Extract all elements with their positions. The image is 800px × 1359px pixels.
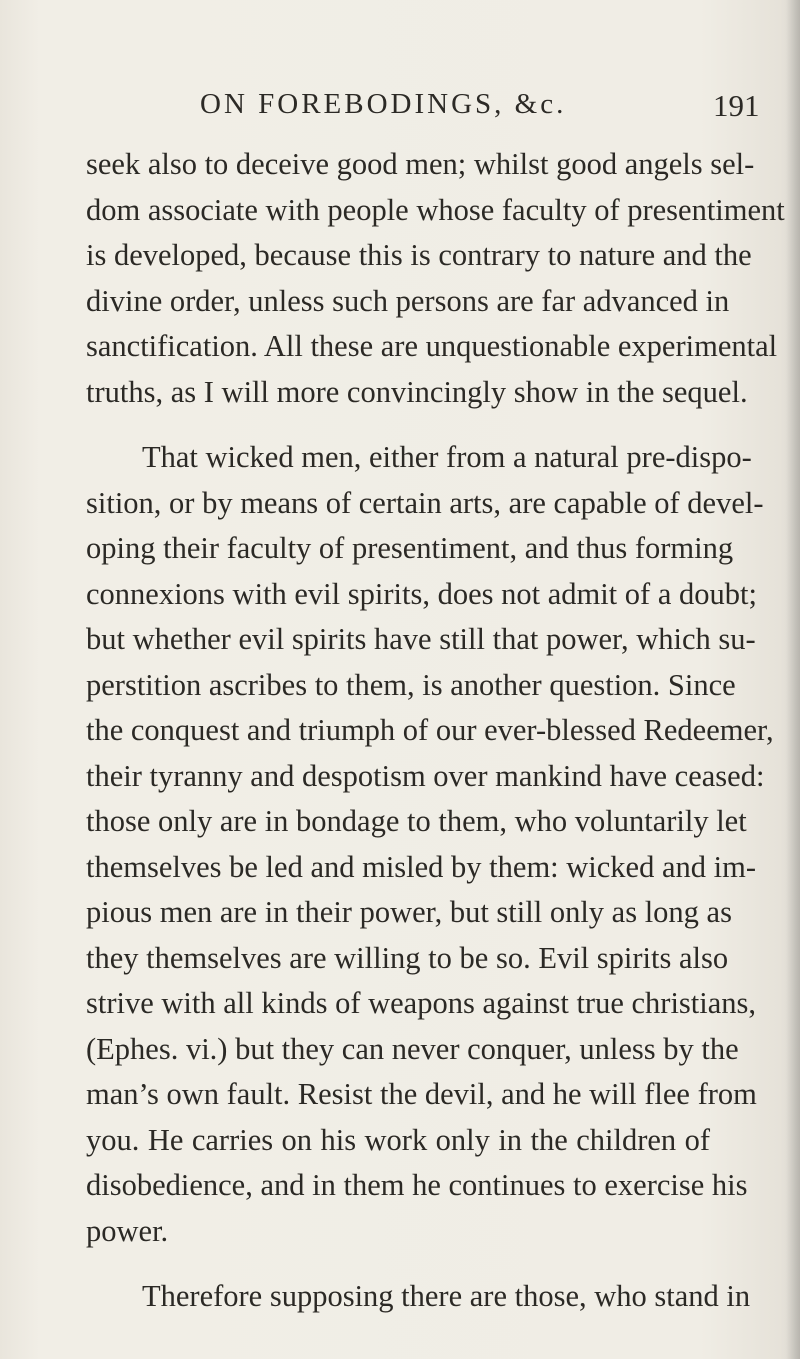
text-line: themselves be led and misled by them: wicked and im- — [86, 850, 756, 884]
text-line: the conquest and triumph of our ever-blessed Redeemer, — [86, 713, 774, 747]
text-line: perstition ascribes to them, is another question. Since — [86, 668, 736, 702]
text-line: man’s own fault. Resist the devil, and he will flee from — [86, 1077, 757, 1111]
text-line: truths, as I will more convincingly show in the sequel. — [86, 375, 748, 409]
text-line: strive with all kinds of weapons against true christians, — [86, 986, 757, 1020]
running-head: ON FOREBODINGS, &c. — [200, 88, 567, 120]
text-line: seek also to deceive good men; whilst good angels sel- — [86, 147, 755, 181]
text-line: they themselves are willing to be so. Evil spirits also — [86, 941, 729, 975]
text-line: oping their faculty of presentiment, and thus forming — [86, 531, 734, 565]
text-line: dom associate with people whose faculty of presentiment — [86, 193, 785, 227]
text-line: That wicked men, either from a natural pre-dispo- — [142, 440, 752, 474]
text-line: power. — [86, 1214, 169, 1248]
text-line: pious men are in their power, but still only as long as — [86, 895, 732, 929]
text-line: divine order, unless such persons are far advanced in — [86, 284, 730, 318]
text-line: disobedience, and in them he continues to exercise his — [86, 1168, 748, 1202]
text-line: but whether evil spirits have still that power, which su- — [86, 622, 756, 656]
text-line: sition, or by means of certain arts, are capable of devel- — [86, 486, 764, 520]
text-line: connexions with evil spirits, does not admit of a doubt; — [86, 577, 757, 611]
text-line: (Ephes. vi.) but they can never conquer, unless by the — [86, 1032, 739, 1066]
text-line: is developed, because this is contrary to nature and the — [86, 238, 752, 272]
text-line: Therefore supposing there are those, who stand in — [142, 1279, 751, 1313]
page-header — [0, 88, 800, 128]
text-line: their tyranny and despotism over mankind have ceased: — [86, 759, 765, 793]
text-line: those only are in bondage to them, who voluntarily let — [86, 804, 747, 838]
text-line: you. He carries on his work only in the children of — [86, 1123, 710, 1157]
page-edge-shadow — [786, 0, 800, 1359]
page-number: 191 — [713, 88, 760, 123]
text-line: sanctification. All these are unquestionable experimental — [86, 329, 778, 363]
